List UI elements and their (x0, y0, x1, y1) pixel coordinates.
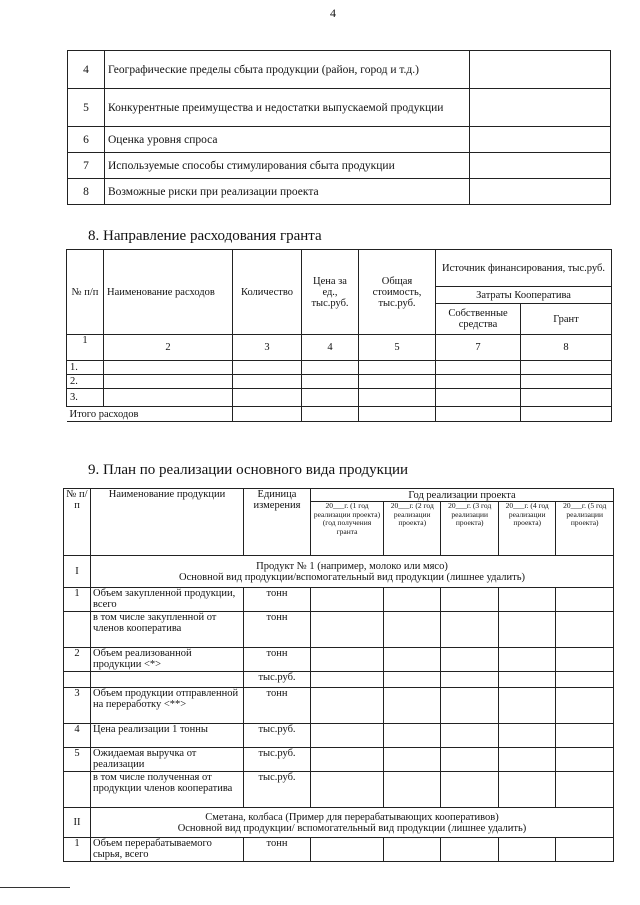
row-unit: тонн (244, 838, 311, 862)
year-header: 20___г. (3 год реализации проекта) (441, 502, 498, 556)
h-qty: Количество (233, 250, 302, 335)
row-num: 1 (64, 588, 91, 612)
cell (384, 648, 441, 672)
cell (441, 648, 498, 672)
row-unit: тыс.руб. (244, 672, 311, 688)
row-text: Оценка уровня спроса (105, 127, 470, 153)
row-name (91, 672, 244, 688)
cell (311, 648, 384, 672)
cell (441, 672, 498, 688)
row-name: Объем закупленной продукции, всего (91, 588, 244, 612)
cell (302, 361, 359, 375)
row-value (470, 127, 611, 153)
cell (311, 688, 384, 724)
table-row (64, 748, 614, 772)
cell (359, 389, 436, 407)
col-number: 1 (67, 335, 104, 361)
row-text: Географические пределы сбыта продукции (район, город и т.д.) (105, 51, 470, 89)
cell (441, 688, 498, 724)
table-row (68, 89, 611, 127)
year-header: 20___г. (5 год реализации проекта) (556, 502, 614, 556)
year-header: 20___г. (2 год реализации проекта) (384, 502, 441, 556)
cell (104, 361, 233, 375)
table-row (64, 672, 614, 688)
cell (233, 389, 302, 407)
cell (384, 724, 441, 748)
cell (384, 672, 441, 688)
cell (521, 375, 612, 389)
cell (384, 748, 441, 772)
cell (498, 648, 555, 672)
row-unit: тонн (244, 648, 311, 672)
table-row (64, 688, 614, 724)
row-num: 2 (64, 648, 91, 672)
cell (521, 389, 612, 407)
col-number: 8 (521, 335, 612, 361)
row-num: 6 (68, 127, 105, 153)
cell (498, 672, 555, 688)
cell (498, 612, 555, 648)
row-value (470, 179, 611, 205)
sales-plan-table (63, 488, 614, 862)
row-num: 3 (64, 688, 91, 724)
h-grant: Грант (521, 304, 612, 335)
row-num: 3. (67, 389, 104, 407)
table-row (67, 361, 612, 375)
cell (556, 748, 614, 772)
cell (311, 612, 384, 648)
page-number: 4 (330, 6, 336, 20)
row-name: в том числе закупленной от членов кооператива (91, 612, 244, 648)
table-row (68, 179, 611, 205)
table-row (68, 127, 611, 153)
cell (311, 772, 384, 808)
row-num (64, 672, 91, 688)
row-num (64, 612, 91, 648)
row-unit: тонн (244, 588, 311, 612)
cell (233, 375, 302, 389)
cell (556, 772, 614, 808)
row-text: Конкурентные преимущества и недостатки выпускаемой продукции (105, 89, 470, 127)
h-name: Наименование расходов (104, 250, 233, 335)
section8-title: 8. Направление расходования гранта (88, 228, 322, 244)
cell (384, 772, 441, 808)
cell (498, 688, 555, 724)
col-number: 2 (104, 335, 233, 361)
row-name: Объем реализованной продукции <*> (91, 648, 244, 672)
h-own: Собственные средства (436, 304, 521, 335)
section9-title: 9. План по реализации основного вида продукции (88, 462, 409, 478)
row-num: 5 (64, 748, 91, 772)
row-num: 4 (68, 51, 105, 89)
row-value (470, 51, 611, 89)
row-unit: тыс.руб. (244, 772, 311, 808)
cell (436, 361, 521, 375)
cell (498, 588, 555, 612)
cell (556, 612, 614, 648)
cell (556, 838, 614, 862)
cell (104, 375, 233, 389)
row-num: 1 (64, 838, 91, 862)
table-row (64, 772, 614, 808)
footnote-line (0, 887, 70, 888)
row-name: в том числе полученная от продукции членов кооператива (91, 772, 244, 808)
h-year: Год реализации проекта (311, 489, 614, 502)
table-row (68, 51, 611, 89)
table-row (64, 648, 614, 672)
cell (104, 389, 233, 407)
cell (384, 588, 441, 612)
cell (498, 838, 555, 862)
row-name: Цена реализации 1 тонны (91, 724, 244, 748)
cell (302, 389, 359, 407)
group1-num: I (64, 556, 91, 588)
cell (441, 724, 498, 748)
row-num: 1. (67, 361, 104, 375)
cell (556, 588, 614, 612)
cell (521, 361, 612, 375)
h-unit: Единица измерения (244, 489, 311, 556)
row-text: Возможные риски при реализации проекта (105, 179, 470, 205)
grant-expenses-table (66, 249, 612, 422)
table-row (67, 375, 612, 389)
cell (556, 672, 614, 688)
cell (436, 375, 521, 389)
row-name: Ожидаемая выручка от реализации (91, 748, 244, 772)
h-price: Цена за ед., тыс.руб. (302, 250, 359, 335)
cell (311, 672, 384, 688)
h-name: Наименование продукции (91, 489, 244, 556)
h-costs: Затраты Кооператива (436, 287, 612, 304)
cell (498, 748, 555, 772)
col-number: 7 (436, 335, 521, 361)
cell (498, 724, 555, 748)
row-num: 5 (68, 89, 105, 127)
row-value (470, 153, 611, 179)
group1-title: Продукт № 1 (например, молоко или мясо) Основной вид продукции/вспомогательный вид продукции (лишнее удалить) (91, 556, 614, 588)
cell (556, 688, 614, 724)
cell (384, 612, 441, 648)
table-row (68, 153, 611, 179)
row-unit: тонн (244, 612, 311, 648)
table-row (67, 389, 612, 407)
year-header: 20___г. (4 год реализации проекта) (498, 502, 555, 556)
h-source: Источник финансирования, тыс.руб. (436, 250, 612, 287)
cell (384, 688, 441, 724)
row-name: Объем перерабатываемого сырья, всего (91, 838, 244, 862)
cell (311, 838, 384, 862)
cell (436, 389, 521, 407)
table-row (64, 838, 614, 862)
table-row (64, 588, 614, 612)
cell (441, 838, 498, 862)
col-number: 3 (233, 335, 302, 361)
row-num: 2. (67, 375, 104, 389)
cell (359, 361, 436, 375)
row-unit: тыс.руб. (244, 748, 311, 772)
table-row (64, 612, 614, 648)
row-num: 8 (68, 179, 105, 205)
row-num (64, 772, 91, 808)
row-value (470, 89, 611, 127)
h-num: № п/п (67, 250, 104, 335)
year-header: 20___г. (1 год реализации проекта) (год получения гранта (311, 502, 384, 556)
cell (311, 724, 384, 748)
col-number: 4 (302, 335, 359, 361)
row-unit: тыс.руб. (244, 724, 311, 748)
row-num: 7 (68, 153, 105, 179)
cell (359, 375, 436, 389)
h-num: № п/п (64, 489, 91, 556)
cell (311, 588, 384, 612)
cell (311, 748, 384, 772)
cell (441, 748, 498, 772)
col-number: 5 (359, 335, 436, 361)
h-total: Общая стоимость, тыс.руб. (359, 250, 436, 335)
row-text: Используемые способы стимулирования сбыта продукции (105, 153, 470, 179)
group2-num: II (64, 808, 91, 838)
cell (441, 772, 498, 808)
market-table (67, 50, 611, 205)
cell (498, 772, 555, 808)
row-name: Объем продукции отправленной на переработку <**> (91, 688, 244, 724)
cell (384, 838, 441, 862)
table-row (64, 724, 614, 748)
cell (441, 588, 498, 612)
row-num: 4 (64, 724, 91, 748)
row-unit: тонн (244, 688, 311, 724)
cell (233, 361, 302, 375)
cell (441, 612, 498, 648)
total-label: Итого расходов (67, 407, 233, 422)
cell (302, 375, 359, 389)
group2-title: Сметана, колбаса (Пример для перерабатывающих кооперативов) Основной вид продукции/ вспомогательный вид продукции (лишнее удалить) (91, 808, 614, 838)
cell (556, 724, 614, 748)
cell (556, 648, 614, 672)
